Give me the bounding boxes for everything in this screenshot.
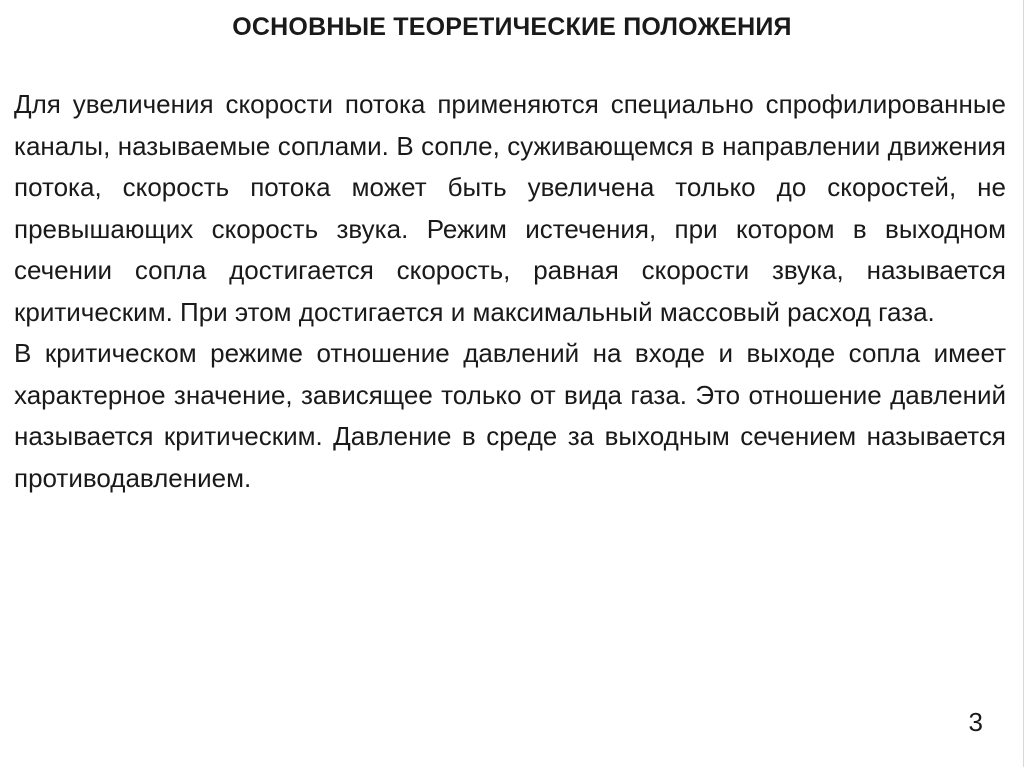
slide-body: [14, 84, 1006, 499]
paragraph-nozzles: Для увеличения скорости потока применяются специально спрофилированные каналы, называемые соплами. В сопле, суживающемся в направлении движения потока, скорость потока может быть увеличена только до скоростей, не превышающих скорость звука. Режим истечения, при котором в выходном сечении сопла достигается скорость, равная скорости звука, называется критическим. При этом достигается и максимальный массовый расход газа.: [14, 89, 1006, 327]
slide-title: ОСНОВНЫЕ ТЕОРЕТИЧЕСКИЕ ПОЛОЖЕНИЯ: [232, 13, 792, 41]
paragraph-critical-pressure: В критическом режиме отношение давлений на входе и выходе сопла имеет характерное значение, зависящее только от вида газа. Это отношение давлений называется критическим. Давление в среде за выходным сечением называется противодавлением.: [14, 338, 1006, 493]
page-number: 3: [968, 707, 983, 737]
